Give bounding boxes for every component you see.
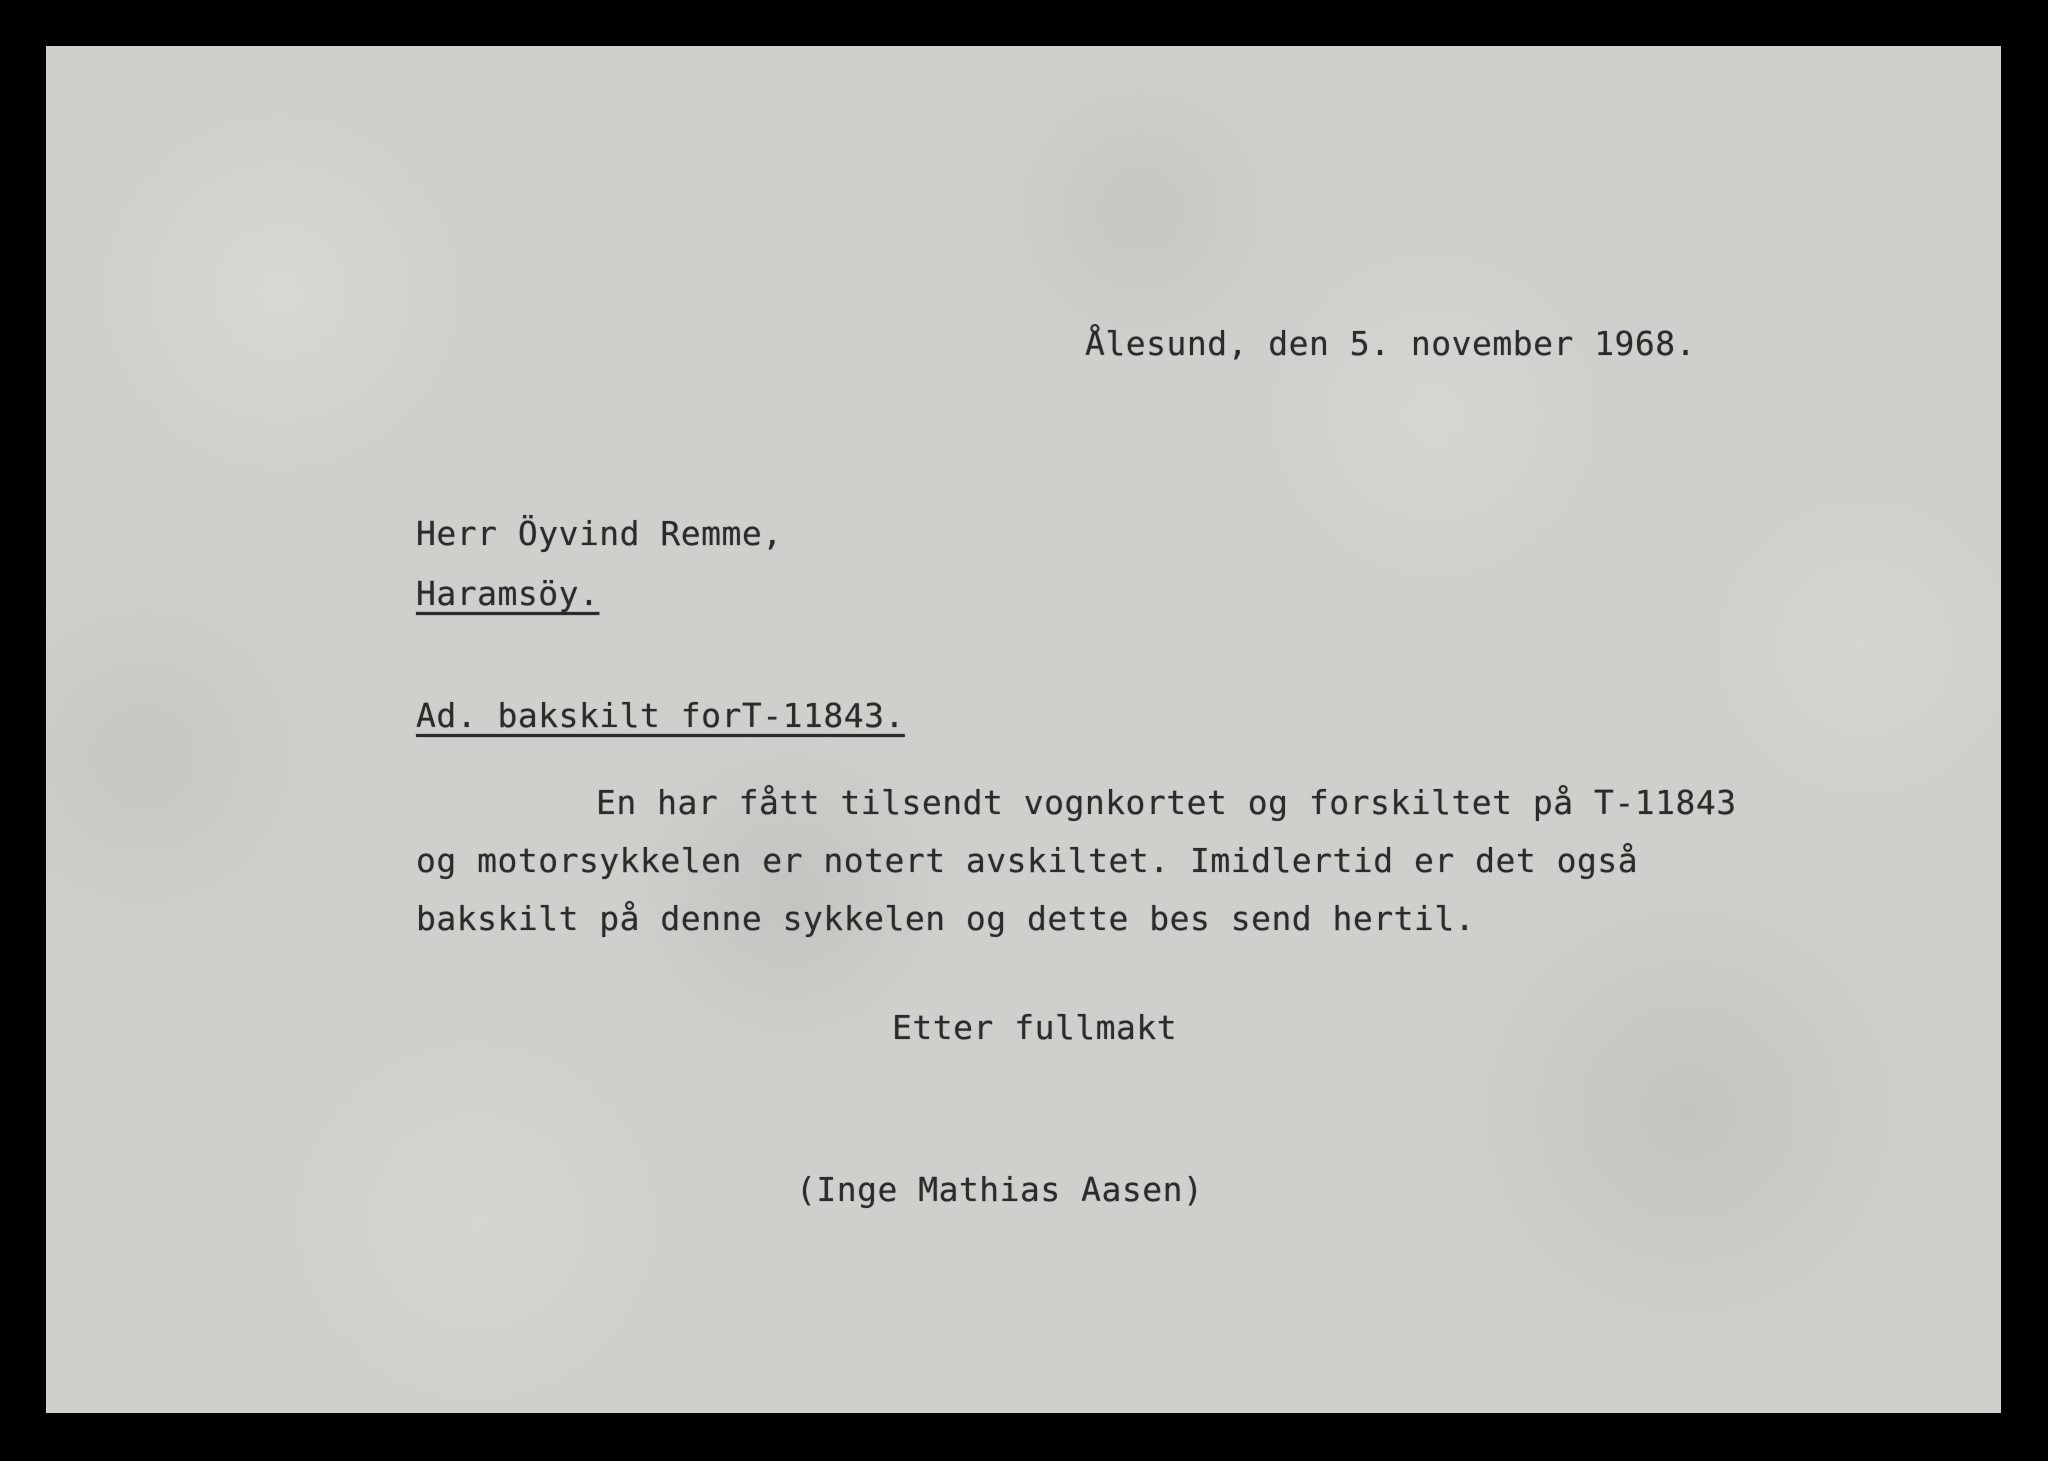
- date-line: Ålesund, den 5. november 1968.: [1085, 324, 1697, 363]
- recipient-name: Herr Öyvind Remme,: [416, 514, 783, 553]
- subject-line: Ad. bakskilt forT-11843.: [416, 696, 905, 735]
- body-line: bakskilt på denne sykkelen og dette bes send hertil.: [416, 899, 1476, 938]
- closing-line: Etter fullmakt: [892, 1008, 1178, 1047]
- body-line: En har fått tilsendt vognkortet og forskiltet på T-11843: [596, 783, 1737, 822]
- recipient-place: Haramsöy.: [416, 574, 600, 613]
- signature-line: (Inge Mathias Aasen): [796, 1170, 1204, 1209]
- letter-sheet: [46, 46, 2001, 1413]
- body-line: og motorsykkelen er notert avskiltet. Imidlertid er det også: [416, 841, 1639, 880]
